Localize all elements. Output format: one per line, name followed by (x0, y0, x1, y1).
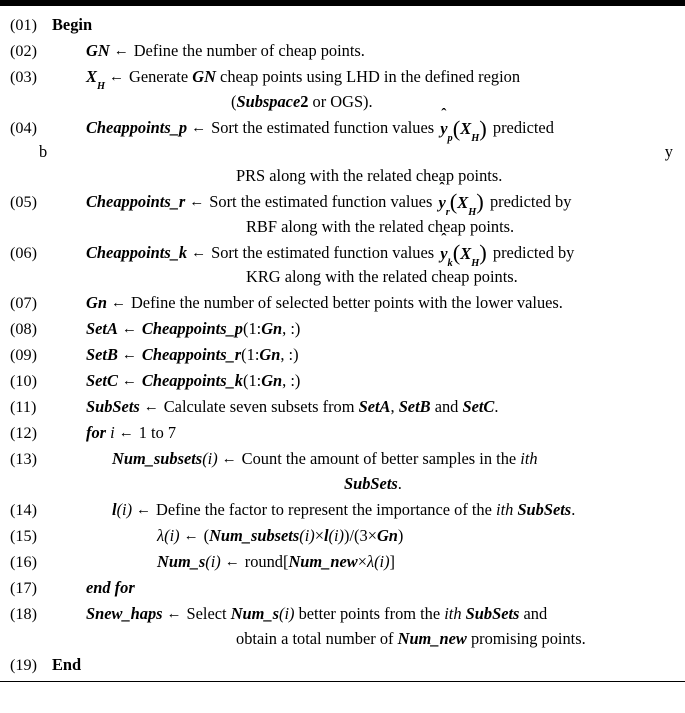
variable-setc-ref: SetC (462, 397, 495, 417)
assign-arrow-icon: ← (121, 373, 137, 390)
bracket-close-16: ] (389, 551, 396, 571)
variable-subsets: SubSets (86, 397, 140, 417)
assign-arrow-icon: ← (183, 527, 199, 544)
assign-arrow-icon: ← (113, 42, 129, 59)
line-content-12 (52, 421, 679, 446)
variable-gn-ref: GN (192, 66, 216, 86)
orphan-fragment-row-04 (6, 142, 679, 164)
hat-accent-icon: ˆ (441, 106, 447, 124)
assign-arrow-icon: ← (143, 399, 159, 416)
assign-arrow-icon: ← (118, 425, 134, 442)
statement-line-04c: PRS along with the related cheap points. (236, 165, 503, 185)
statement-text-03a: Generate (128, 66, 189, 86)
keyword-end-for: end for (86, 577, 135, 597)
line-number-02: (02) (10, 41, 37, 60)
index-i-13: (i) (202, 449, 218, 468)
variable-l-ref: l (323, 525, 329, 545)
line-content-15 (52, 524, 679, 549)
variable-seta-ref: SetA (358, 397, 391, 417)
algorithm-line-10 (6, 369, 679, 394)
index-i-16b: (i) (374, 551, 390, 571)
variable-subsets-ref-13: SubSets (344, 473, 398, 493)
line-number-08: (08) (10, 320, 37, 339)
yhat-symbol: ˆ y (440, 106, 448, 138)
subscript-h: H (96, 81, 105, 93)
paren-open-03: ( (231, 91, 237, 111)
loop-variable-i: i (110, 423, 115, 443)
variable-gn-ref-15: Gn (376, 525, 398, 545)
statement-text-04a: Sort the estimated function values (211, 117, 435, 137)
statement-text-12: 1 to 7 (138, 423, 177, 443)
statement-text-06a: Sort the estimated function values (211, 242, 435, 262)
index-open-10: (1: (243, 371, 262, 391)
statement-text-13a: Count the amount of better samples in the (241, 449, 517, 468)
assign-arrow-icon: ← (121, 347, 137, 364)
variable-num-subsets-ref: Num_subsets (209, 525, 300, 545)
math-yhat-k-of-xh (438, 230, 489, 270)
statement-text-05a: Sort the estimated function values (209, 191, 433, 211)
line-content-01 (52, 13, 679, 38)
expr-paren-open-15: ( (203, 525, 210, 545)
line-number-05: (05) (10, 192, 37, 211)
statement-line-06a (86, 230, 679, 270)
algorithm-line-15 (6, 524, 679, 549)
subscript-h-arg: H (468, 207, 477, 219)
index-close-08: , :) (282, 319, 301, 339)
function-round-16: round[ (244, 551, 289, 571)
variable-setb: SetB (86, 345, 118, 365)
statement-text-11c: . (494, 397, 499, 417)
statement-line-03a (86, 65, 679, 93)
math-yhat-p-of-xh (438, 106, 489, 145)
times-operator-icon: × (314, 525, 324, 545)
line-number-18: (18) (10, 604, 37, 623)
line-content-03 (52, 65, 679, 115)
statement-text-03c: or OGS). (308, 91, 373, 111)
variable-cheappoints-p-ref: Cheappoints_p (141, 319, 243, 339)
variable-snew-haps: Snew_haps (86, 603, 163, 623)
line-number-03: (03) (10, 67, 37, 86)
variable-x-arg: X (457, 192, 469, 212)
variable-num-s-ref: Num_s (230, 603, 279, 623)
algorithm-line-17 (6, 576, 679, 601)
index-i-16: (i) (205, 551, 221, 571)
statement-line-05b: RBF along with the related cheap points. (246, 216, 515, 236)
variable-cheappoints-r: Cheappoints_r (86, 191, 186, 211)
index-i-15: (i) (164, 525, 180, 545)
line-content-10 (52, 369, 679, 394)
algorithm-line-03 (6, 65, 679, 115)
algorithm-line-04-continuation (6, 164, 679, 189)
statement-text-14a: Define the factor to represent the importance of the (156, 499, 492, 519)
statement-text-18b: better points from the (298, 603, 441, 623)
line-content-16 (52, 550, 679, 575)
paren-open-math-04: ( (452, 115, 461, 141)
emphasis-ith-14: ith (496, 499, 514, 519)
algorithm-line-01 (6, 13, 679, 38)
line-content-18 (52, 602, 679, 652)
statement-line-06b: KRG along with the related cheap points. (246, 267, 518, 287)
assign-arrow-icon: ← (166, 605, 182, 622)
variable-num-new-ref: Num_new (288, 551, 358, 571)
hat-accent-icon: ˆ (441, 230, 447, 248)
line-content-13 (52, 447, 679, 497)
statement-text-18a: Select (186, 603, 227, 623)
statement-text-04b: predicted (492, 117, 554, 137)
yhat-symbol: ˆ y (440, 230, 448, 263)
line-content-14 (52, 498, 679, 523)
line-number-11: (11) (10, 398, 37, 417)
variable-x-arg: X (460, 243, 472, 263)
line-content-19 (52, 653, 679, 678)
hat-accent-icon: ˆ (439, 179, 445, 197)
statement-text-03b: cheap points using LHD in the defined region (220, 66, 521, 86)
variable-subsets-ref-14: SubSets (517, 499, 572, 519)
statement-text-05b: predicted by (489, 191, 572, 211)
variable-subspace: Subspace (236, 91, 301, 111)
line-number-12: (12) (10, 424, 37, 443)
subscript-h-arg: H (471, 133, 480, 145)
variable-setc: SetC (86, 371, 118, 391)
paren-open-math-05: ( (449, 189, 458, 215)
line-number-10: (10) (10, 372, 37, 391)
paren-close-math-06: ) (479, 240, 487, 266)
algorithm-line-02 (6, 39, 679, 64)
statement-text-18e: promising points. (470, 628, 586, 648)
index-i-15c: (i) (328, 525, 345, 545)
line-number-19: (19) (10, 655, 37, 674)
paren-close-math-04: ) (479, 115, 487, 141)
statement-text-18c: and (523, 603, 548, 623)
statement-line-18b (86, 627, 679, 652)
variable-gn-index: Gn (261, 319, 283, 339)
index-i-14: (i) (116, 499, 133, 519)
line-content-17 (52, 576, 679, 601)
variable-num-subsets: Num_subsets (112, 449, 203, 468)
line-number-01: (01) (10, 16, 37, 34)
statement-line-04a (86, 106, 679, 145)
line-content-04 (52, 106, 679, 145)
emphasis-ith-18: ith (444, 603, 462, 623)
assign-arrow-icon: ← (108, 68, 124, 85)
keyword-begin: Begin (52, 15, 93, 34)
statement-line-18a (86, 602, 679, 627)
variable-gn: GN (86, 40, 110, 60)
variable-l: l (112, 499, 117, 519)
statement-text-06b: predicted by (492, 242, 575, 262)
keyword-for: for (86, 423, 107, 443)
line-number-16: (16) (10, 552, 37, 571)
variable-cheappoints-k: Cheappoints_k (86, 242, 188, 262)
yhat-symbol: ˆ y (438, 179, 446, 212)
line-number-06: (06) (10, 243, 37, 262)
algorithm-line-08 (6, 317, 679, 342)
variable-gn-index: Gn (259, 345, 281, 365)
variable-subsets-ref-18: SubSets (465, 603, 520, 623)
orphan-fragment-left: b (39, 141, 48, 161)
index-open-09: (1: (241, 345, 260, 365)
assign-arrow-icon: ← (136, 501, 152, 518)
statement-text-14b: . (571, 499, 576, 519)
statement-text-07: Define the number of selected better points with the lower values. (130, 293, 563, 313)
index-close-09: , :) (280, 345, 299, 365)
variable-x-arg: X (460, 118, 472, 138)
subscript-k: k (447, 258, 453, 270)
statement-text-02: Define the number of cheap points. (133, 40, 365, 60)
algorithm-line-18 (6, 602, 679, 652)
line-number-15: (15) (10, 526, 37, 545)
algorithm-line-14 (6, 498, 679, 523)
times-operator-icon-16: × (357, 551, 367, 571)
assign-arrow-icon: ← (121, 321, 137, 338)
paren-open-math-06: ( (452, 240, 461, 266)
subscript-h-arg: H (471, 258, 480, 270)
paren-close-math-05: ) (476, 189, 484, 215)
line-content-09 (52, 343, 679, 368)
algorithm-line-12 (6, 421, 679, 446)
statement-text-18d: obtain a total number of (236, 628, 394, 648)
separator-11: , (390, 397, 395, 417)
variable-subspace-index: 2 (300, 91, 309, 111)
line-content-06 (52, 230, 679, 291)
variable-cheappoints-r-ref: Cheappoints_r (141, 345, 242, 365)
line-content-02 (52, 39, 679, 64)
statement-text-13b: . (397, 473, 402, 493)
line-content-04-cont (52, 164, 679, 189)
algorithm-line-05 (6, 179, 679, 240)
line-number-04: (04) (10, 118, 37, 137)
algorithm-line-11 (6, 395, 679, 420)
keyword-end: End (52, 654, 82, 674)
variable-gn-index: Gn (261, 371, 283, 391)
expr-paren-close-15: ) (397, 525, 404, 545)
statement-line-13a (112, 447, 679, 472)
emphasis-ith-13: ith (520, 449, 538, 468)
times-operator-icon-2: × (367, 525, 377, 545)
assign-arrow-icon: ← (191, 244, 207, 261)
math-yhat-r-of-xh (436, 179, 485, 219)
variable-xh: $X_H$ (86, 66, 105, 93)
index-i-15b: (i) (299, 525, 315, 545)
line-number-09: (09) (10, 346, 37, 365)
line-content-08 (52, 317, 679, 342)
algorithm-line-07 (6, 291, 679, 316)
variable-cheappoints-k-ref: Cheappoints_k (141, 371, 243, 391)
variable-cheappoints-p: Cheappoints_p (86, 117, 188, 137)
variable-lambda: λ (157, 525, 165, 545)
expr-mid-15: )/(3 (344, 525, 368, 545)
assign-arrow-icon: ← (189, 193, 205, 210)
variable-seta: SetA (86, 319, 118, 339)
statement-text-11a: Calculate seven subsets from (163, 397, 355, 417)
line-number-07: (07) (10, 294, 37, 313)
line-number-14: (14) (10, 500, 37, 519)
assign-arrow-icon: ← (224, 553, 240, 570)
statement-line-05a (86, 179, 679, 219)
algorithm-line-06 (6, 230, 679, 291)
algorithm-line-16 (6, 550, 679, 575)
assign-arrow-icon: ← (110, 295, 126, 312)
algorithm-line-04 (6, 106, 679, 145)
algorithm-line-19 (6, 653, 679, 678)
variable-num-new-ref-18: Num_new (397, 628, 467, 648)
subscript-p: p (447, 133, 453, 145)
statement-text-11b: and (434, 397, 459, 417)
line-number-13: (13) (10, 450, 37, 468)
variable-lambda-ref-16: λ (366, 551, 375, 571)
variable-gn-lower: Gn (86, 293, 107, 313)
line-number-17: (17) (10, 578, 37, 597)
line-content-07 (52, 291, 679, 316)
statement-line-13b (112, 472, 679, 497)
variable-setb-ref: SetB (398, 397, 431, 417)
assign-arrow-icon: ← (191, 119, 207, 136)
subscript-r: r (445, 207, 450, 219)
algorithm-line-13 (6, 447, 679, 497)
algorithm-line-09 (6, 343, 679, 368)
line-content-11 (52, 395, 679, 420)
orphan-fragment-right: y (664, 141, 673, 161)
variable-num-s: Num_s (157, 551, 206, 571)
index-close-10: , :) (282, 371, 301, 391)
index-open-08: (1: (243, 319, 262, 339)
statement-line-03b (86, 90, 679, 115)
index-i-18: (i) (278, 603, 295, 623)
line-content-05 (52, 179, 679, 240)
assign-arrow-icon: ← (221, 451, 237, 467)
